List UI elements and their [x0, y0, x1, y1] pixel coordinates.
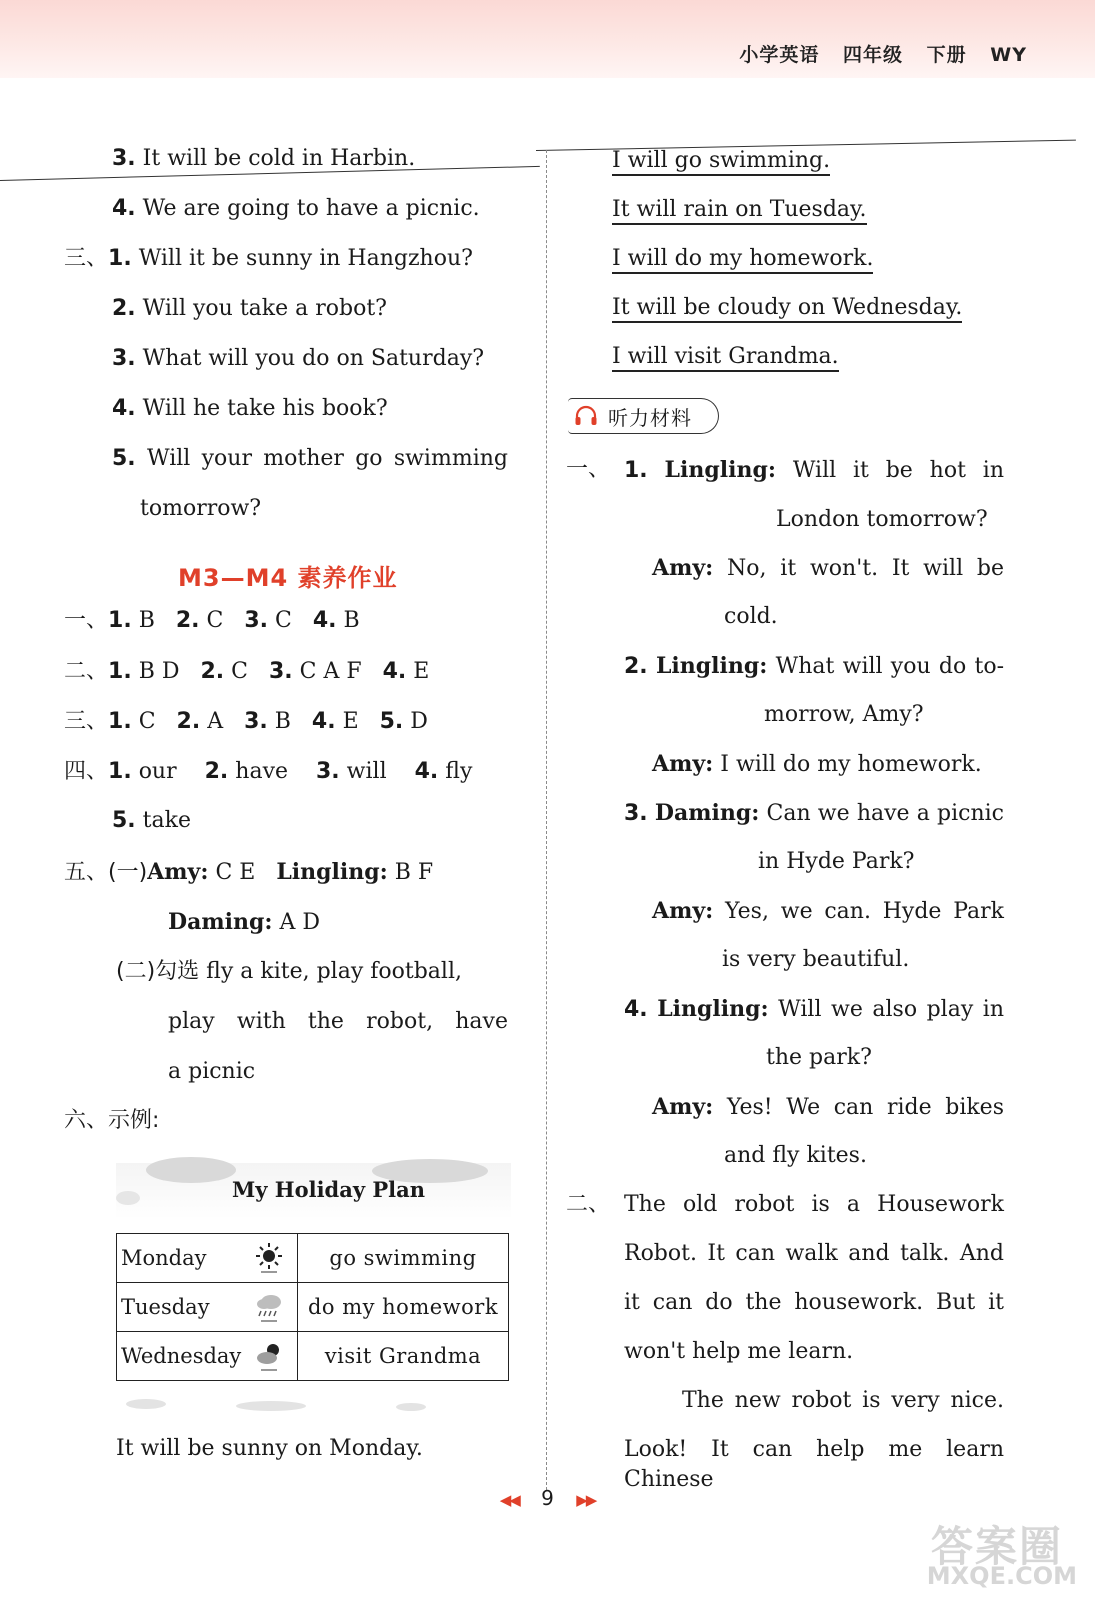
section-title: M3—M4 素养作业	[178, 564, 398, 592]
answer-row: 一、1. B 2. C 3. C 4. B	[64, 608, 360, 633]
dialogue-line: 2. Lingling: What will you do to-	[624, 653, 1005, 679]
plan-title-banner	[116, 1163, 511, 1219]
dialogue-line: in Hyde Park?	[758, 849, 915, 874]
section-marker: 二、	[566, 1192, 611, 1217]
plan-activity: do my homework	[298, 1283, 509, 1332]
answer-line: I will go swimming.	[612, 146, 830, 176]
page-footer	[0, 1486, 1095, 1510]
answer-row: Daming: A D	[168, 909, 320, 935]
answer-line: 三、1. Will it be sunny in Hangzhou?	[64, 246, 473, 271]
plan-activity: go swimming	[298, 1234, 509, 1283]
dialogue-line: 3. Daming: Can we have a picnic	[624, 800, 1005, 826]
cloud-decoration-icon	[236, 1401, 306, 1411]
plan-title: My Holiday Plan	[232, 1177, 426, 1202]
listening-material-tag	[568, 398, 719, 434]
answer-line: 4. We are going to have a picnic.	[112, 196, 480, 221]
answer-line: I will do my homework.	[612, 244, 873, 274]
column-divider	[546, 150, 547, 1490]
dialogue-line: Amy: Yes, we can. Hyde Park	[652, 898, 1004, 924]
answer-line: It will be cloudy on Wednesday.	[612, 293, 962, 323]
passage-line: Robot. It can walk and talk. And	[624, 1241, 1004, 1266]
plan-activity: visit Grandma	[298, 1332, 509, 1381]
answer-row: 二、1. B D 2. C 3. C A F 4. E	[64, 659, 430, 684]
answer-line: It will be sunny on Monday.	[116, 1436, 423, 1461]
answer-line: tomorrow?	[140, 496, 262, 521]
passage-line: Look! It can help me learn Chinese	[624, 1437, 1004, 1492]
cloud-decoration-icon	[116, 1191, 140, 1205]
answer-row: (二)勾选 fly a kite, play football,	[116, 959, 462, 984]
answer-row: 三、1. C 2. A 3. B 4. E 5. D	[64, 709, 428, 734]
answer-line: 5. Will your mother go swimming	[112, 446, 508, 471]
plan-day: Monday	[117, 1234, 298, 1283]
dialogue-line: 1. Lingling: Will it be hot in	[624, 457, 1004, 483]
dialogue-line: cold.	[724, 604, 778, 629]
answer-line: 3. What will you do on Saturday?	[112, 346, 485, 371]
page-header	[723, 40, 1027, 67]
section-marker: 一、	[566, 457, 611, 482]
answer-line: 3. It will be cold in Harbin.	[112, 146, 416, 171]
answer-row: a picnic	[168, 1059, 256, 1084]
cloud-decoration-icon	[126, 1399, 166, 1409]
answer-row: 六、示例:	[64, 1108, 160, 1133]
passage-line: won't help me learn.	[624, 1339, 854, 1364]
passage-line: The old robot is a Housework	[624, 1192, 1004, 1217]
header-edition: WY	[990, 44, 1027, 66]
page-number: 9	[541, 1486, 554, 1510]
cloud-decoration-icon	[396, 1403, 426, 1411]
answer-row: play with the robot, have	[168, 1009, 508, 1034]
answer-line: I will visit Grandma.	[612, 342, 839, 372]
dialogue-line: 4. Lingling: Will we also play in	[624, 996, 1004, 1022]
passage-line: The new robot is very nice.	[682, 1388, 1004, 1413]
dialogue-line: London tomorrow?	[776, 507, 988, 532]
header-subject: 小学英语	[739, 44, 820, 66]
answer-line: It will rain on Tuesday.	[612, 195, 867, 225]
answer-row: 五、(一)Amy: C E Lingling: B F	[64, 859, 434, 885]
sunny-icon	[253, 1242, 285, 1274]
dialogue-line: is very beautiful.	[722, 947, 910, 972]
plan-day: Tuesday	[117, 1283, 298, 1332]
dialogue-line: morrow, Amy?	[764, 702, 924, 727]
headphones-icon	[574, 405, 598, 427]
rain-icon	[253, 1291, 285, 1323]
table-row	[117, 1332, 509, 1381]
dialogue-line: Amy: Yes! We can ride bikes	[652, 1094, 1004, 1120]
answer-line: 4. Will he take his book?	[112, 396, 388, 421]
cloudy-icon	[253, 1340, 285, 1372]
passage-line: it can do the housework. But it	[624, 1290, 1004, 1315]
header-volume: 下册	[926, 44, 967, 66]
table-row	[117, 1283, 509, 1332]
double-left-arrow-icon: ◀◀	[499, 1491, 519, 1509]
tag-label: 听力材料	[608, 405, 692, 430]
dialogue-line: and fly kites.	[724, 1143, 867, 1168]
answer-row: 5. take	[112, 808, 191, 833]
dialogue-line: Amy: No, it won't. It will be	[652, 555, 1004, 581]
holiday-plan	[116, 1163, 511, 1415]
header-grade: 四年级	[843, 44, 904, 66]
dialogue-line: Amy: I will do my homework.	[652, 751, 982, 777]
double-right-arrow-icon: ▶▶	[576, 1491, 596, 1509]
plan-day: Wednesday	[117, 1332, 298, 1381]
answer-row: 四、1. our 2. have 3. will 4. fly	[64, 759, 473, 784]
watermark-logo: 答案圈 MXQE.COM	[926, 1522, 1077, 1590]
cloud-decoration-icon	[146, 1157, 236, 1183]
dialogue-line: the park?	[766, 1045, 872, 1070]
section-marker: 三、	[64, 246, 109, 271]
table-row	[117, 1234, 509, 1283]
answer-line: 2. Will you take a robot?	[112, 296, 387, 321]
plan-table	[116, 1233, 509, 1381]
